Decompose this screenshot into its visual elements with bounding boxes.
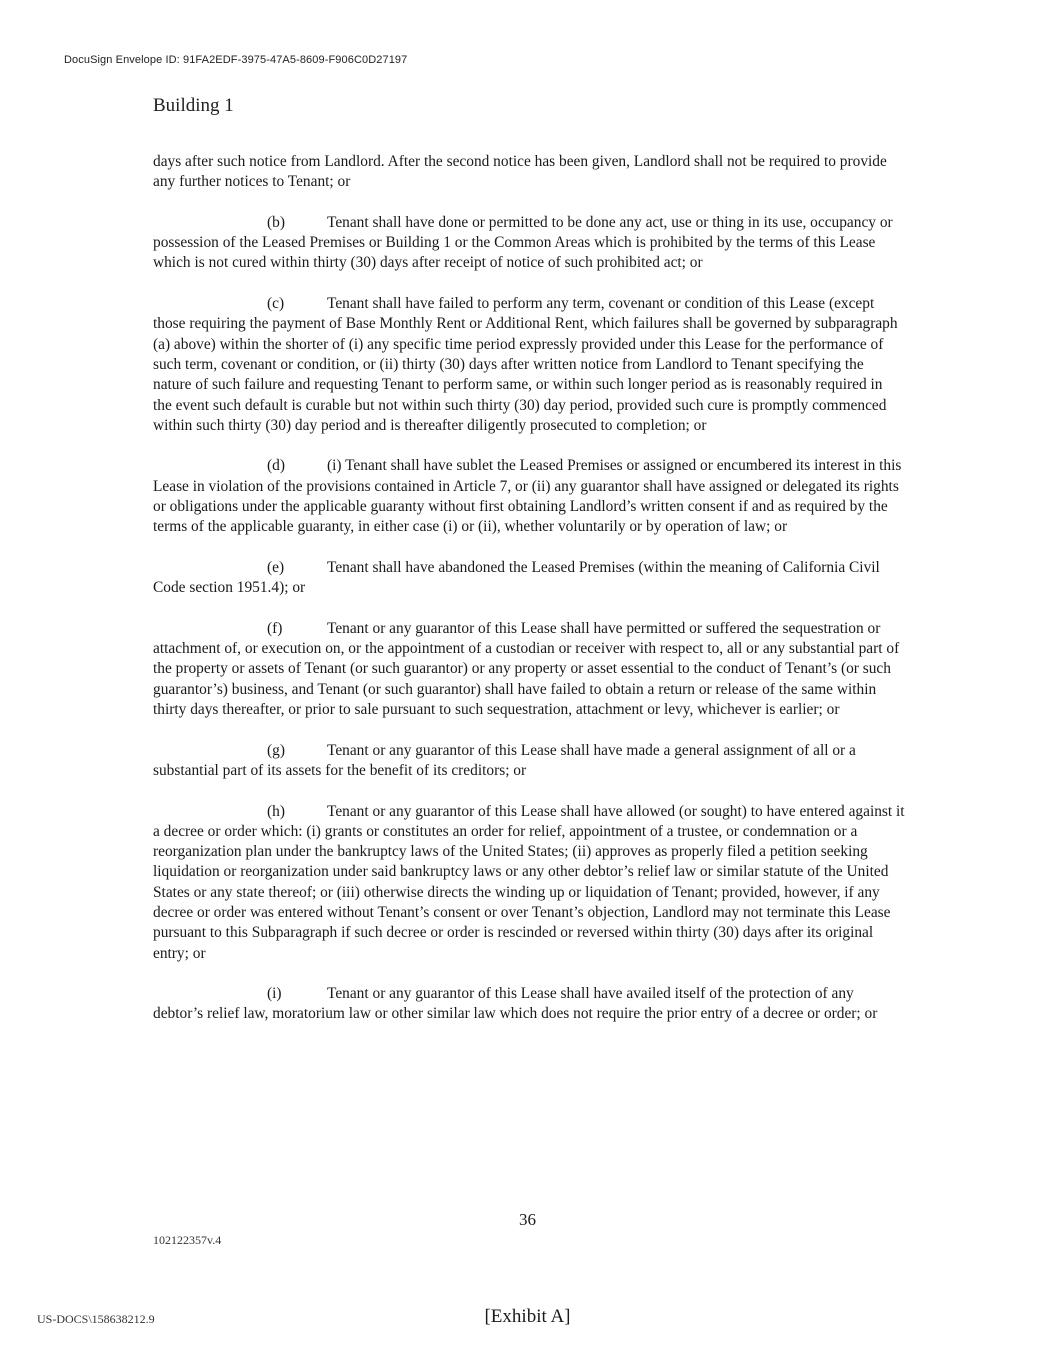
clause-text: Tenant shall have done or permitted to be done any act, use or thing in its use, occupancy or possession of the Leased Premises or Building 1 or the Common Areas which is prohibited by the terms of this Lease which is not cured within thirty (30) days after receipt of notice of such prohibited act; or [153,213,893,272]
exhibit-label: [Exhibit A] [484,1306,571,1327]
clause-text: Tenant or any guarantor of this Lease shall have made a general assignment of all or a substantial part of its assets for the benefit of its creditors; or [153,741,856,779]
clause-h [153,802,905,964]
clause-label: (b) [267,213,285,231]
clause-g [153,741,905,782]
docs-identifier: US-DOCS\158638212.9 [37,1312,155,1326]
clause-label: (h) [267,802,285,820]
clause-text: Tenant shall have failed to perform any term, covenant or condition of this Lease (except those requiring the payment of Base Monthly Rent or Additional Rent, which failures shall be governed by subparagraph (a) above) within the shorter of (i) any specific time period expressly provided under this Lease for the performance of such term, covenant or condition, or (ii) thirty (30) days after written notice from Landlord to Tenant specifying the nature of such failure and requesting Tenant to perform same, or within such longer period as is reasonably required in the event such default is curable but not within such thirty (30) day period, provided such cure is promptly commenced within such thirty (30) day period and is thereafter diligently prosecuted to completion; or [153,295,898,434]
docusign-envelope-id: DocuSign Envelope ID: 91FA2EDF-3975-47A5-8609-F906C0D27197 [64,54,408,66]
clause-label: (i) [267,985,282,1003]
clause-text: (i) Tenant shall have sublet the Leased Premises or assigned or encumbered its interest in this Lease in violation of the provisions contained in Article 7, or (ii) any guarantor shall have assigned or delegated its rights or obligations under the applicable guaranty without first obtaining Landlord’s written consent if and as required by the terms of the applicable guaranty, in either case (i) or (ii), whether voluntarily or by operation of law; or [153,457,902,536]
clause-text: Tenant shall have abandoned the Leased Premises (within the meaning of California Civil Code section 1951.4); or [153,558,880,597]
clause-label: (e) [267,558,285,576]
document-version: 102122357v.4 [153,1233,222,1247]
page-header: Building 1 [153,95,234,116]
clause-b [153,213,905,274]
clause-f [153,619,905,720]
clause-c [153,294,905,436]
clause-label: (f) [267,619,283,637]
clause-text: Tenant or any guarantor of this Lease shall have availed itself of the protection of any debtor’s relief law, moratorium law or other similar law which does not require the prior entry of a decree or order; or [153,985,878,1023]
clause-text: Tenant or any guarantor of this Lease shall have allowed (or sought) to have entered against it a decree or order which: (i) grants or constitutes an order for relief, appointment of a trustee, or condemnation or a reorganization plan under the bankruptcy laws of the United States; (ii) approves as properly filed a petition seeking liquidation or reorganization under said bankruptcy laws or any other debtor’s relief law or similar statute of the United States or any state thereof; or (iii) otherwise directs the winding up or liquidation of Tenant; provided, however, if any decree or order was entered without Tenant’s consent or over Tenant’s objection, Landlord may not terminate this Lease pursuant to this Subparagraph if such decree or order is rescinded or reversed within thirty (30) days after its original entry; or [153,802,905,962]
clause-text: Tenant or any guarantor of this Lease shall have permitted or suffered the sequestration or attachment of, or execution on, or the appointment of a custodian or receiver with respect to, all or any substantial part of the property or assets of Tenant (or such guarantor) or any property or asset essential to the conduct of Tenant’s (or such guarantor’s) business, and Tenant (or such guarantor) shall have failed to obtain a return or release of the same within thirty days thereafter, or prior to sale pursuant to such sequestration, attachment or levy, whichever is earlier; or [153,619,900,719]
clause-label: (d) [267,457,285,475]
clause-e [153,558,905,599]
clause-d [153,456,905,537]
clause-label: (c) [267,295,285,313]
intro-paragraph: days after such notice from Landlord. After the second notice has been given, Landlord shall not be required to provide any further notices to Tenant; or [153,153,887,191]
document-body [153,152,905,1045]
page-number: 36 [519,1210,536,1229]
clause-label: (g) [267,741,285,759]
clause-i [153,984,905,1025]
